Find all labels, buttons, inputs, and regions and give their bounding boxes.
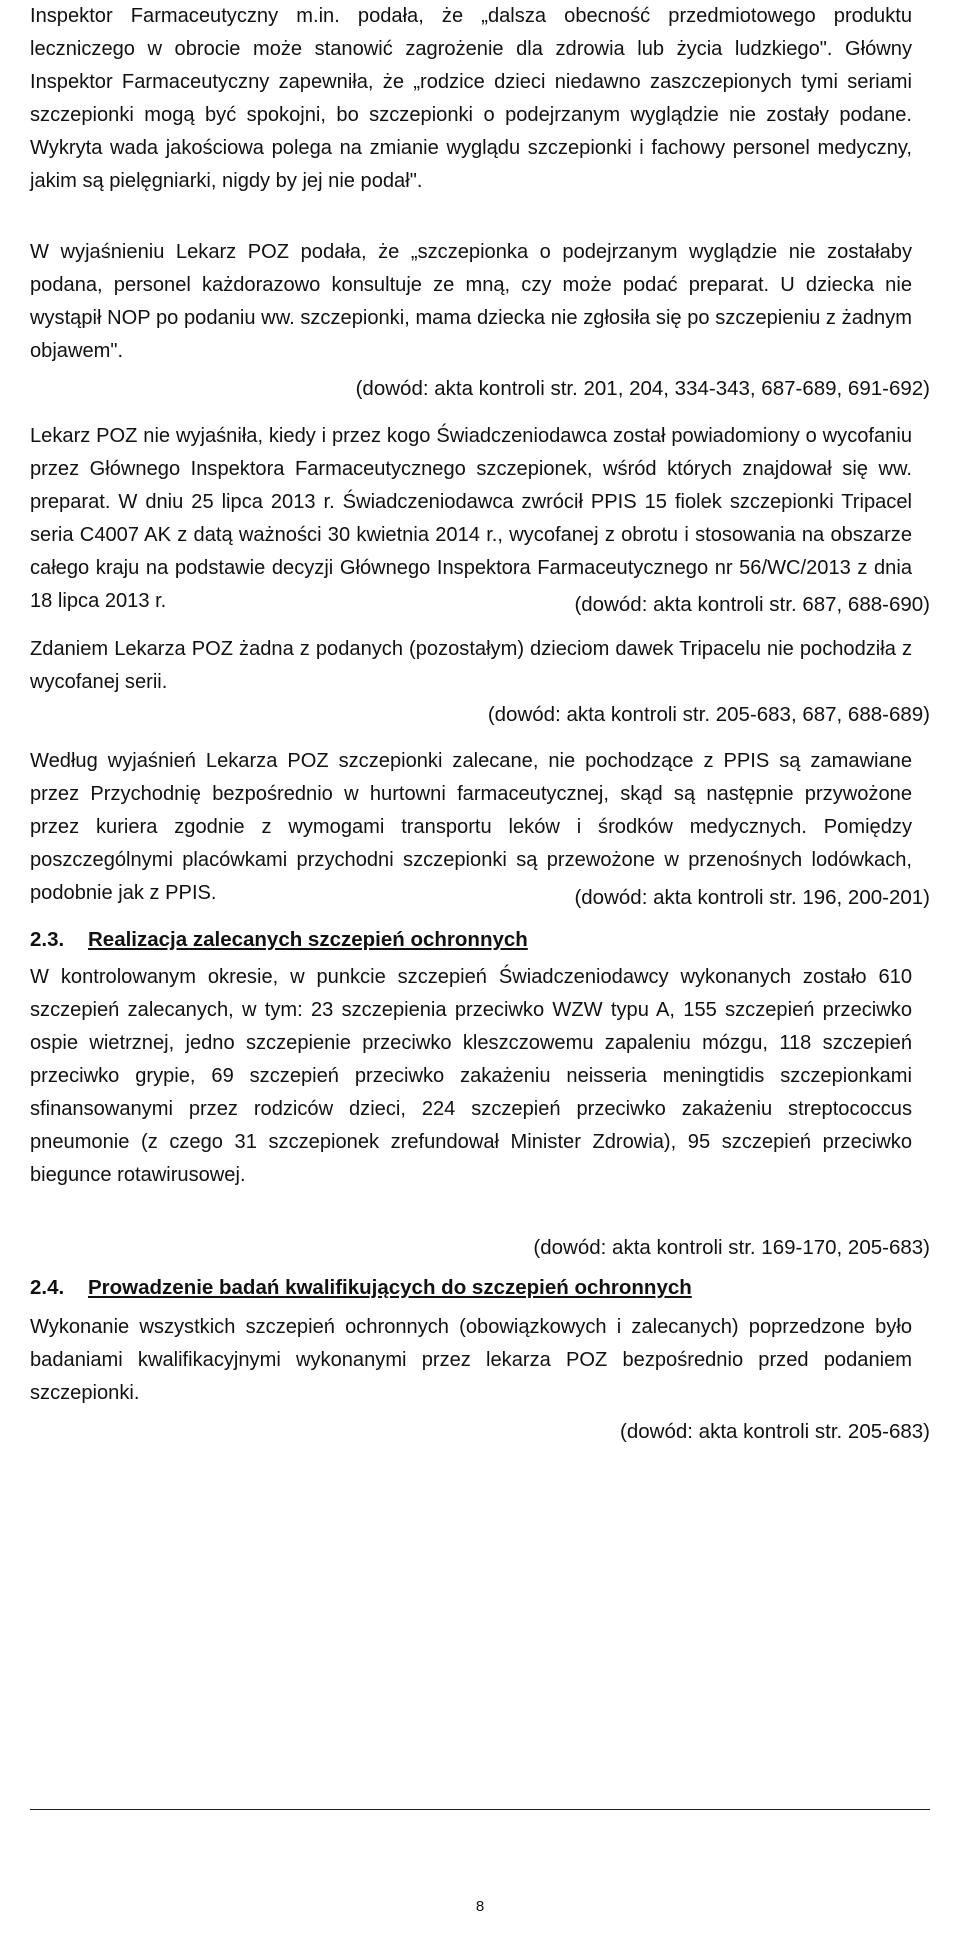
section-title: Prowadzenie badań kwalifikujących do szczepień ochronnych (88, 1276, 692, 1299)
evidence-reference: (dowód: akta kontroli str. 205-683) (620, 1420, 930, 1443)
paragraph-recommended-vaccinations: W kontrolowanym okresie, w punkcie szczepień Świadczeniodawcy wykonanych zostało 610 szczepień zalecanych, w tym: 23 szczepienia przeciwko WZW typu A, 155 szczepień przeciwko ospie wietrznej, jedno szczepienie przeciwko kleszczowemu zapaleniu mózgu, 118 szczepień przeciwko grypie, 69 szczepień przeciwko zakażeniu neisseria meningtidis szczepionkami sfinansowanymi przez rodziców dzieci, 224 szczepień przeciwko zakażeniu streptococcus pneumonie (z czego 31 szczepionek zrefundował Minister Zdrowia), 95 szczepień przeciwko biegunce rotawirusowej. (30, 965, 912, 1186)
evidence-reference: (dowód: akta kontroli str. 201, 204, 334-343, 687-689, 691-692) (355, 377, 930, 400)
paragraph-vaccine-supply: Według wyjaśnień Lekarza POZ szczepionki zalecane, nie pochodzące z PPIS są zamawiane przez Przychodnię bezpośrednio w hurtowni farmaceutycznej, skąd są następnie przywożone przez kuriera zgodnie z wymogami transportu leków i środków medycznych. Pomiędzy poszczególnymi placówkami przychodni szczepionki są przewożone w przenośnych lodówkach, podobnie jak z PPIS. (30, 749, 912, 904)
paragraph-gif-statement: Inspektor Farmaceutyczny m.in. podała, że „dalsza obecność przedmiotowego produktu leczniczego w obrocie może stanowić zagrożenie dla zdrowia lub życia ludzkiego". Główny Inspektor Farmaceutyczny zapewniła, że „rodzice dzieci niedawno zaszczepionych tymi seriami szczepionki mogą być spokojni, bo szczepionki o podejrzanym wyglądzie nie zostały podane. Wykryta wada jakościowa polega na zmianie wyglądu szczepionki i fachowy personel medyczny, jakim są pielęgniarki, nigdy by jej nie podał". (30, 4, 912, 192)
evidence-reference: (dowód: akta kontroli str. 169-170, 205-683) (533, 1236, 930, 1259)
evidence-reference: (dowód: akta kontroli str. 687, 688-690) (574, 593, 930, 616)
section-heading-2-4 (30, 1271, 692, 1304)
section-heading-2-3 (30, 923, 528, 956)
page-number: 8 (475, 1898, 485, 1915)
paragraph-qualification-exams: Wykonanie wszystkich szczepień ochronnych (obowiązkowych i zalecanych) poprzedzone było badaniami kwalifikacyjnymi wykonanymi przez lekarza POZ bezpośrednio przed podaniem szczepionki. (30, 1315, 912, 1404)
section-number: 2.4. (30, 1276, 65, 1299)
evidence-reference: (dowód: akta kontroli str. 205-683, 687, 688-689) (487, 703, 930, 726)
section-number: 2.3. (30, 928, 65, 951)
paragraph-withdrawal: Lekarz POZ nie wyjaśniła, kiedy i przez kogo Świadczeniodawca został powiadomiony o wycofaniu przez Głównego Inspektora Farmaceutycznego szczepionek, wśród których znajdował się ww. preparat. W dniu 25 lipca 2013 r. Świadczeniodawca zwrócił PPIS 15 fiolek szczepionki Tripacel seria C4007 AK z datą ważności 30 kwietnia 2014 r., wycofanej z obrotu i stosowania na obszarze całego kraju na podstawie decyzji Głównego Inspektora Farmaceutycznego nr 56/WC/2013 z dnia 18 lipca 2013 r. (30, 424, 912, 612)
paragraph-tripacel: Zdaniem Lekarza POZ żadna z podanych (pozostałym) dzieciom dawek Tripacelu nie pochodziła z wycofanej serii. (30, 637, 912, 693)
footnote-divider (30, 1809, 930, 1810)
paragraph-poz-explanation: W wyjaśnieniu Lekarz POZ podała, że „szczepionka o podejrzanym wyglądzie nie zostałaby podana, personel każdorazowo konsultuje ze mną, czy może podać preparat. U dziecka nie wystąpił NOP po podaniu ww. szczepionki, mama dziecka nie zgłosiła się po szczepieniu z żadnym objawem". (30, 240, 912, 362)
section-title: Realizacja zalecanych szczepień ochronnych (88, 928, 528, 951)
evidence-reference: (dowód: akta kontroli str. 196, 200-201) (574, 886, 930, 909)
